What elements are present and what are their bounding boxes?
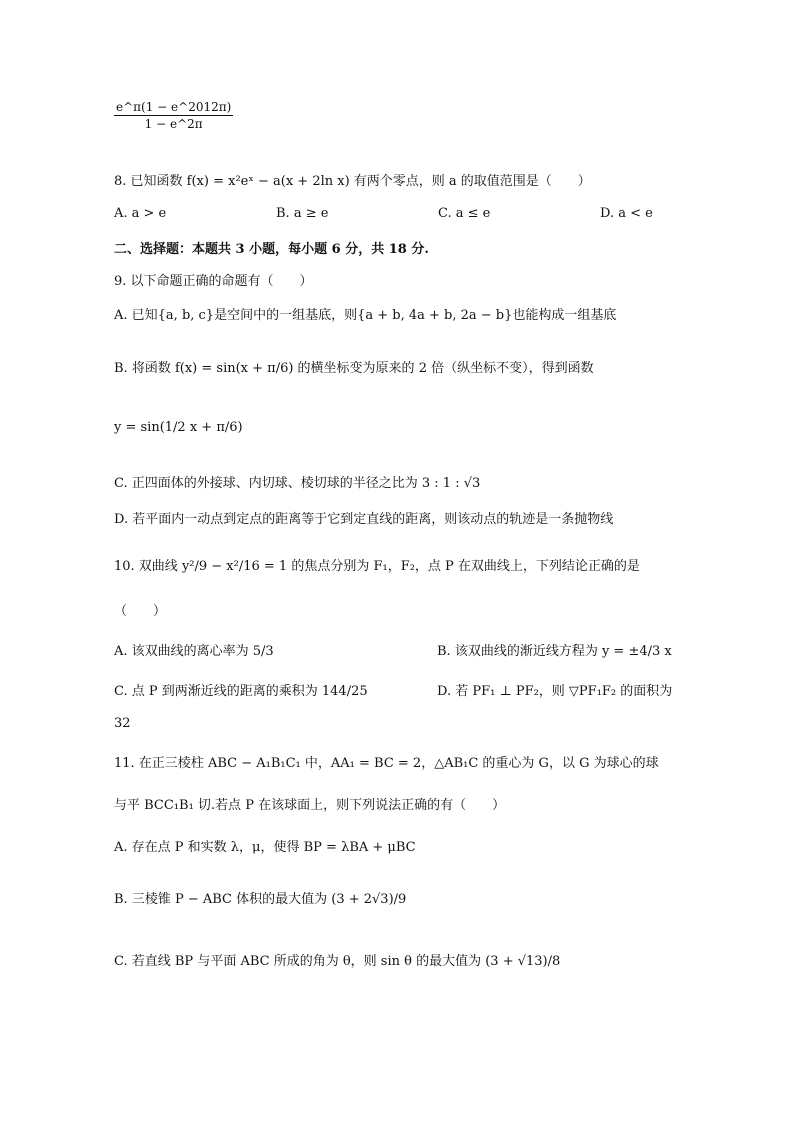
section-header: 二、选择题：本题共 3 小题，每小题 6 分，共 18 分.: [114, 242, 429, 257]
q10-option-d: D. 若 PF₁ ⊥ PF₂，则 ▽PF₁F₂ 的面积为: [437, 684, 673, 699]
q9-option-a: A. 已知{a, b, c}是空间中的一组基底，则{a + b, 4a + b, 2a − b}也能构成一组基底: [114, 308, 617, 323]
top-fraction-denominator: 1 − e^2π: [144, 117, 203, 131]
q9-option-d: D. 若平面内一动点到定点的距离等于它到定直线的距离，则该动点的轨迹是一条抛物线: [114, 512, 614, 527]
top-fraction-numerator: e^π(1 − e^2012π): [116, 100, 232, 114]
top-fraction: [112, 100, 235, 131]
q10-stem: 10. 双曲线 y²/9 − x²/16 = 1 的焦点分别为 F₁，F₂，点 P 在双曲线上，下列结论正确的是: [114, 559, 640, 574]
q9-option-b-line2: y = sin(1/2 x + π/6): [114, 420, 243, 435]
q11-option-c: C. 若直线 BP 与平面 ABC 所成的角为 θ，则 sin θ 的最大值为 (3 + √13)/8: [114, 954, 561, 969]
q11-stem-line2: 与平 BCC₁B₁ 切.若点 P 在该球面上，则下列说法正确的有（ ）: [114, 798, 506, 813]
q8-option-a: A. a > e: [114, 206, 167, 221]
q10-answer-paren: （ ）: [114, 604, 167, 619]
q9-option-c: C. 正四面体的外接球、内切球、棱切球的半径之比为 3 : 1 : √3: [114, 476, 481, 491]
q8-option-b: B. a ≥ e: [276, 206, 329, 221]
q11-option-a: A. 存在点 P 和实数 λ，μ，使得 BP = λBA + μBC: [114, 840, 416, 855]
q10-option-d-continued: 32: [114, 716, 131, 731]
q8-option-d: D. a < e: [600, 206, 653, 221]
q10-option-c: C. 点 P 到两渐近线的距离的乘积为 144/25: [114, 684, 368, 699]
q11-stem-line1: 11. 在正三棱柱 ABC − A₁B₁C₁ 中，AA₁ = BC = 2，△AB₁C 的重心为 G，以 G 为球心的球: [114, 756, 659, 771]
q9-stem: 9. 以下命题正确的命题有（ ）: [114, 274, 313, 289]
q8-option-c: C. a ≤ e: [438, 206, 491, 221]
q9-option-b-line1: B. 将函数 f(x) = sin(x + π/6) 的横坐标变为原来的 2 倍（纵坐标不变），得到函数: [114, 361, 594, 376]
q10-option-a: A. 该双曲线的离心率为 5/3: [114, 644, 274, 659]
q10-option-b: B. 该双曲线的渐近线方程为 y = ±4/3 x: [437, 644, 672, 659]
q8-stem: 8. 已知函数 f(x) = x²eˣ − a(x + 2ln x) 有两个零点，则 a 的取值范围是（ ）: [114, 174, 591, 189]
q11-option-b: B. 三棱锥 P − ABC 体积的最大值为 (3 + 2√3)/9: [114, 892, 407, 907]
